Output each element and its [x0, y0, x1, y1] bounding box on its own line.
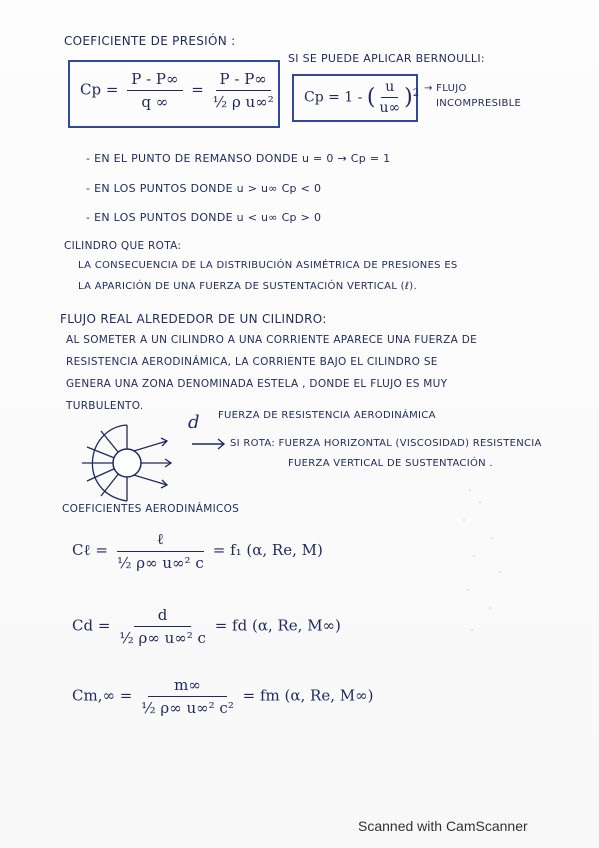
- cl-num: ℓ: [117, 530, 204, 552]
- real-flow-line-4: TURBULENTO.: [66, 400, 144, 412]
- bullet-u-greater: - EN LOS PUNTOS DONDE u > u∞ Cp < 0: [86, 182, 322, 195]
- cl-lhs: Cℓ =: [72, 541, 108, 559]
- incompressible-note-2: INCOMPRESIBLE: [436, 98, 522, 109]
- real-flow-line-2: RESISTENCIA AERODINÁMICA, LA CORRIENTE BAJO EL CILINDRO SE: [66, 356, 438, 368]
- drag-label: d: [188, 412, 200, 433]
- cm-den: ½ ρ∞ u∞² c²: [141, 699, 234, 717]
- bullet-stagnation: - EN EL PUNTO DE REMANSO DONDE u = 0 → Cp = 1: [86, 152, 391, 165]
- cl-den: ½ ρ∞ u∞² c: [117, 554, 204, 572]
- cp-num-2: P - P∞: [216, 70, 271, 91]
- cp-num-1: P - P∞: [127, 70, 182, 91]
- cm-num: m∞: [148, 676, 227, 697]
- drag-arrow: [190, 432, 230, 456]
- cp-lhs: Cp =: [80, 80, 119, 99]
- cl-rhs: = f₁ (α, Re, M): [212, 541, 323, 559]
- bleed-through-marks: [450, 480, 530, 650]
- cp-den-1: q ∞: [141, 93, 169, 111]
- drag-coefficient-equation: [72, 606, 341, 647]
- cp-bernoulli-equation: Cp = 1 - ( $\frac{u}{u\infty}$ )$^2$: [304, 79, 420, 116]
- drag-force-note: FUERZA DE RESISTENCIA AERODINÁMICA: [218, 410, 436, 421]
- cp-definition-equation: [80, 70, 278, 111]
- cylinder-shape: [113, 449, 141, 477]
- scanner-watermark: Scanned with CamScanner: [358, 818, 528, 834]
- cm-lhs: Cm,∞ =: [72, 686, 133, 705]
- rotating-text-line-2: LA APARICIÓN DE UNA FUERZA DE SUSTENTACIÓN VERTICAL (ℓ).: [78, 281, 417, 292]
- cp-bernoulli-fraction: [379, 79, 400, 116]
- real-flow-title: FLUJO REAL ALREDEDOR DE UN CILINDRO:: [60, 312, 327, 326]
- cm-fraction: [141, 676, 234, 717]
- cm-rhs: = fm (α, Re, M∞): [242, 686, 374, 705]
- bullet-u-less: - EN LOS PUNTOS DONDE u < u∞ Cp > 0: [86, 211, 322, 224]
- cp-bernoulli-den: u∞: [379, 100, 401, 116]
- lift-coefficient-equation: [72, 530, 323, 572]
- cd-num: d: [134, 606, 192, 627]
- cd-lhs: Cd =: [72, 616, 111, 635]
- cp-bernoulli-exponent: 2: [412, 87, 420, 99]
- rotating-text-line-1: LA CONSECUENCIA DE LA DISTRIBUCIÓN ASIMÉTRICA DE PRESIONES ES: [78, 260, 458, 271]
- cp-fraction-2: [213, 70, 274, 111]
- cd-den: ½ ρ∞ u∞² c: [119, 629, 206, 647]
- cd-rhs: = fd (α, Re, M∞): [214, 616, 341, 635]
- cp-equals: =: [191, 80, 204, 99]
- real-flow-line-1: AL SOMETER A UN CILINDRO A UNA CORRIENTE APARECE UNA FUERZA DE: [66, 334, 478, 346]
- rotation-note-2: FUERZA VERTICAL DE SUSTENTACIÓN .: [288, 458, 493, 469]
- cd-fraction: [119, 606, 206, 647]
- cp-den-2: ½ ρ u∞²: [212, 93, 274, 111]
- bernoulli-label: SI SE PUEDE APLICAR BERNOULLI:: [288, 52, 485, 65]
- rotating-cylinder-title: CILINDRO QUE ROTA:: [64, 240, 182, 252]
- real-flow-line-3: GENERA UNA ZONA DENOMINADA ESTELA , DONDE EL FLUJO ES MUY: [66, 378, 448, 390]
- cp-bernoulli-lhs: Cp = 1 -: [304, 89, 363, 106]
- pressure-coefficient-title: COEFICIENTE DE PRESIÓN :: [64, 34, 236, 48]
- cp-fraction-1: [127, 70, 182, 111]
- rotation-note-1: SI ROTA: FUERZA HORIZONTAL (VISCOSIDAD) RESISTENCIA: [230, 438, 542, 449]
- aero-coefficients-title: COEFICIENTES AERODINÁMICOS: [62, 503, 240, 515]
- cp-bernoulli-num: u: [381, 79, 398, 98]
- cl-fraction: [117, 530, 204, 572]
- incompressible-note-1: → FLUJO: [424, 83, 467, 94]
- moment-coefficient-equation: [72, 676, 373, 717]
